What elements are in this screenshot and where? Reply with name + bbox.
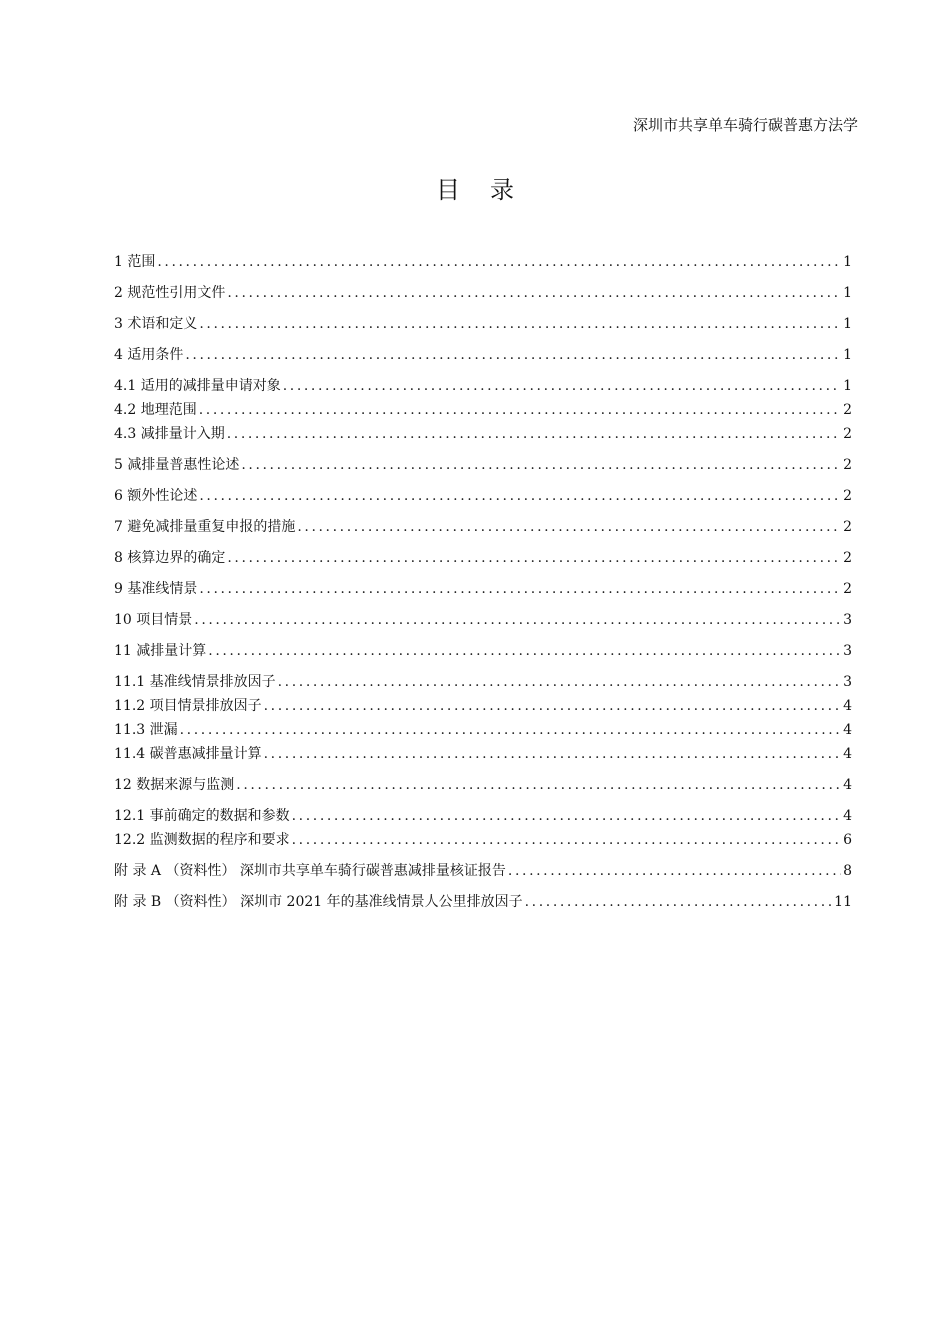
toc-entry[interactable] [114,804,852,828]
toc-dot-leader [283,374,841,398]
toc-entry[interactable] [114,343,852,367]
toc-entry[interactable] [114,281,852,305]
toc-dot-leader [208,639,841,663]
toc-entry-page: 8 [843,863,852,879]
toc-entry-label: 12 数据来源与监测 [114,777,235,793]
toc-entry-label: 7 避免减排量重复申报的措施 [114,519,296,535]
toc-dot-leader [180,718,841,742]
toc-entry[interactable] [114,828,852,852]
toc-dot-leader [278,670,841,694]
toc-entry[interactable] [114,639,852,663]
toc-entry[interactable] [114,398,852,422]
toc-entry-page: 4 [843,777,852,793]
toc-entry[interactable] [114,312,852,336]
toc-entry-label: 11.3 泄漏 [114,722,178,738]
toc-entry-label: 11.4 碳普惠减排量计算 [114,746,262,762]
toc-entry-label: 附 录 B （资料性） 深圳市 2021 年的基准线情景人公里排放因子 [114,894,523,910]
toc-entry-label: 11.1 基准线情景排放因子 [114,674,276,690]
toc-entry-page: 2 [843,488,852,504]
toc-entry-page: 4 [843,808,852,824]
toc-entry-page: 2 [843,402,852,418]
toc-entry[interactable] [114,422,852,446]
toc-entry-label: 9 基准线情景 [114,581,198,597]
toc-dot-leader [236,773,841,797]
toc-entry[interactable] [114,742,852,766]
toc-dot-leader [185,343,841,367]
toc-entry-page: 11 [834,894,852,910]
toc-entry[interactable] [114,374,852,398]
toc-entry[interactable] [114,670,852,694]
toc-entry[interactable] [114,453,852,477]
toc-entry-page: 4 [843,722,852,738]
document-header-title: 深圳市共享单车骑行碳普惠方法学 [632,116,858,134]
toc-entry[interactable] [114,484,852,508]
toc-dot-leader [194,608,841,632]
toc-entry-label: 4.3 减排量计入期 [114,426,225,442]
toc-entry-label: 10 项目情景 [114,612,193,628]
toc-entry-label: 4.1 适用的减排量申请对象 [114,378,281,394]
toc-dot-leader [292,828,841,852]
toc-dot-leader [227,281,841,305]
toc-dot-leader [241,453,841,477]
toc-entry-page: 6 [843,832,852,848]
toc-entry[interactable] [114,250,852,274]
toc-entry-label: 11.2 项目情景排放因子 [114,698,262,714]
toc-entry-label: 12.1 事前确定的数据和参数 [114,808,290,824]
toc-dot-leader [199,484,841,508]
toc-entry-label: 6 额外性论述 [114,488,198,504]
toc-dot-leader [264,694,841,718]
toc-entry[interactable] [114,890,852,914]
toc-entry-page: 4 [843,698,852,714]
toc-entry-label: 3 术语和定义 [114,316,198,332]
toc-entry[interactable] [114,859,852,883]
toc-entry-label: 4.2 地理范围 [114,402,197,418]
toc-entry[interactable] [114,546,852,570]
toc-entry-page: 3 [843,643,852,659]
toc-entry-page: 3 [843,612,852,628]
toc-entry[interactable] [114,515,852,539]
toc-dot-leader [157,250,841,274]
toc-entry-page: 2 [843,550,852,566]
toc-entry-label: 1 范围 [114,254,156,270]
toc-entry-label: 2 规范性引用文件 [114,285,226,301]
toc-entry-page: 2 [843,457,852,473]
toc-dot-leader [227,422,841,446]
toc-dot-leader [199,577,841,601]
toc-entry-page: 2 [843,426,852,442]
toc-entry-label: 附 录 A （资料性） 深圳市共享单车骑行碳普惠减排量核证报告 [114,863,506,879]
toc-entry-page: 2 [843,519,852,535]
toc-entry[interactable] [114,608,852,632]
toc-entry-label: 12.2 监测数据的程序和要求 [114,832,290,848]
toc-entry-label: 5 减排量普惠性论述 [114,457,240,473]
toc-dot-leader [525,890,833,914]
toc-entry-label: 11 减排量计算 [114,643,207,659]
toc-dot-leader [264,742,841,766]
toc-dot-leader [227,546,841,570]
toc-entry-label: 4 适用条件 [114,347,184,363]
toc-dot-leader [199,312,841,336]
toc-entry[interactable] [114,718,852,742]
toc-entry-page: 1 [843,285,852,301]
toc-entry-label: 8 核算边界的确定 [114,550,226,566]
toc-entry[interactable] [114,577,852,601]
toc-dot-leader [297,515,841,539]
toc-entry-page: 4 [843,746,852,762]
toc-title: 目录 [436,176,544,204]
table-of-contents [114,250,852,914]
toc-entry-page: 3 [843,674,852,690]
toc-entry[interactable] [114,773,852,797]
toc-entry-page: 1 [843,347,852,363]
toc-entry-page: 1 [843,316,852,332]
toc-dot-leader [508,859,841,883]
toc-entry-page: 1 [843,378,852,394]
toc-entry[interactable] [114,694,852,718]
toc-entry-page: 1 [843,254,852,270]
toc-dot-leader [292,804,841,828]
toc-entry-page: 2 [843,581,852,597]
toc-dot-leader [199,398,841,422]
